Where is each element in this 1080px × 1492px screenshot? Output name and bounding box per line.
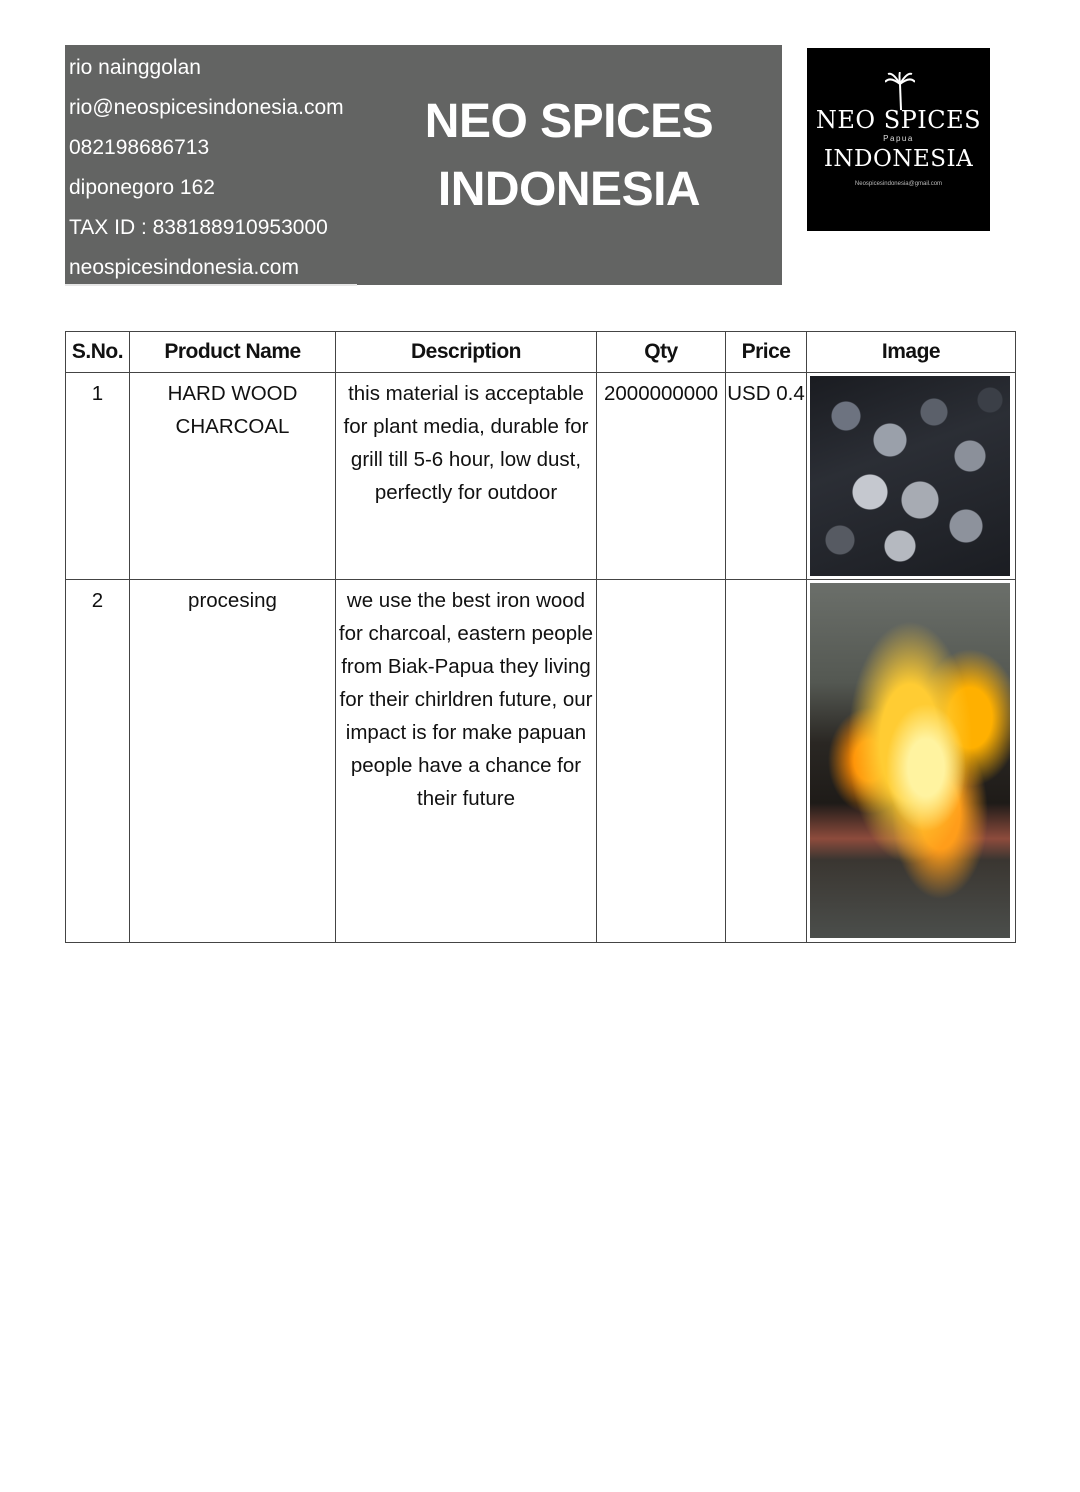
header-price: Price bbox=[726, 332, 807, 373]
company-title-line1: NEO SPICES bbox=[424, 95, 714, 148]
logo-subtext: Papua bbox=[883, 134, 914, 143]
cell-price: USD 0.4 bbox=[726, 373, 807, 580]
contact-email[interactable]: rio@neospicesindonesia.com bbox=[69, 96, 344, 119]
cell-product: procesing bbox=[130, 580, 336, 943]
products-table bbox=[65, 331, 1016, 943]
company-logo bbox=[807, 48, 990, 231]
cell-description: this material is acceptable for plant media, durable for grill till 5-6 hour, low dust, perfectly for outdoor bbox=[336, 373, 597, 580]
contact-phone: 082198686713 bbox=[69, 136, 210, 159]
logo-text-line1: NEO SPICES bbox=[815, 106, 982, 134]
header-qty: Qty bbox=[597, 332, 726, 373]
cell-qty: 2000000000 bbox=[597, 373, 726, 580]
contact-tax-id: TAX ID : 838188910953000 bbox=[69, 216, 328, 239]
company-title-line2: INDONESIA bbox=[437, 163, 701, 216]
logo-text-line2: INDONESIA bbox=[823, 146, 974, 172]
cell-image bbox=[807, 580, 1016, 943]
table-header-row bbox=[66, 332, 1016, 373]
header-sno: S.No. bbox=[66, 332, 130, 373]
contact-name: rio nainggolan bbox=[69, 56, 201, 79]
contact-address: diponegoro 162 bbox=[69, 176, 215, 199]
cell-product: HARD WOOD CHARCOAL bbox=[130, 373, 336, 580]
fire-photo bbox=[810, 583, 1010, 938]
table-row bbox=[66, 580, 1016, 943]
table-row bbox=[66, 373, 1016, 580]
cell-price bbox=[726, 580, 807, 943]
cell-sno: 1 bbox=[66, 373, 130, 580]
cell-image bbox=[807, 373, 1016, 580]
cell-qty bbox=[597, 580, 726, 943]
header-image: Image bbox=[807, 332, 1016, 373]
cell-description: we use the best iron wood for charcoal, eastern people from Biak-Papua they living for their chirldren future, our impact is for make papuan people have a chance for their future bbox=[336, 580, 597, 943]
header-description: Description bbox=[336, 332, 597, 373]
charcoal-photo bbox=[810, 376, 1010, 576]
logo-email: Neospicesindonesia@gmail.com bbox=[854, 181, 943, 187]
cell-sno: 2 bbox=[66, 580, 130, 943]
header-product-name: Product Name bbox=[130, 332, 336, 373]
contact-website[interactable]: neospicesindonesia.com bbox=[69, 256, 299, 279]
company-title bbox=[400, 88, 738, 224]
contact-block bbox=[69, 48, 344, 288]
